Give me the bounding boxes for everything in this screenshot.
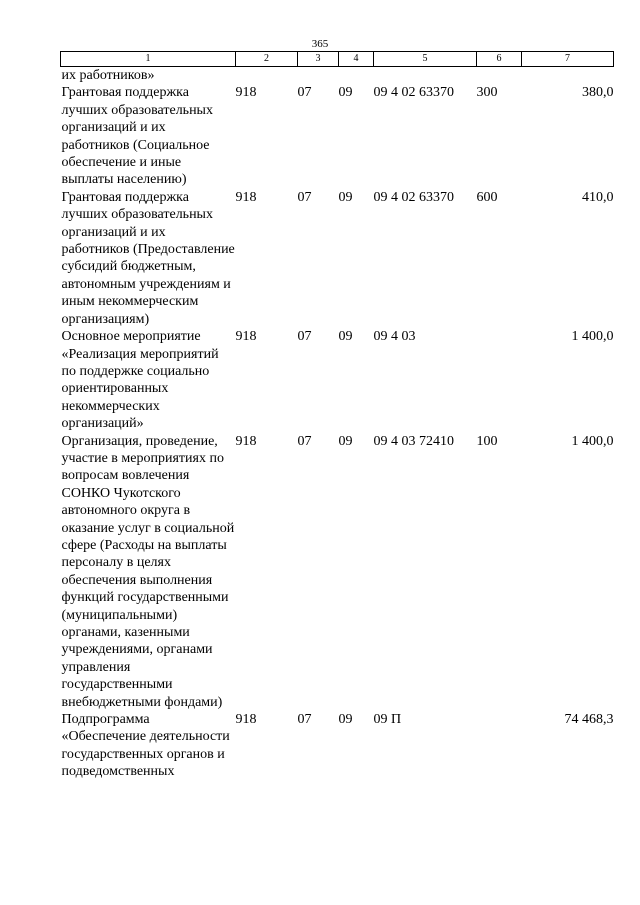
row-target-article: 09 4 03 72410 xyxy=(373,433,454,449)
row-expense-type xyxy=(477,67,522,85)
row-section: 07 xyxy=(297,85,312,101)
header-col-7: 7 xyxy=(522,52,614,67)
row-name: Организация, проведение, участие в мероприятиях по вопросам вовлечения СОНКО Чукотского автономного округа в оказание услуг в социальной сфере (Расходы на выплаты персоналу в целях обеспечения выполнения функций государственными (муниципальными) органами, казенными учреждениями, органами управления государственными внебюджетными фондами) xyxy=(61,433,235,710)
row-name: их работников» xyxy=(61,68,155,83)
row-target-article: 09 П xyxy=(373,712,402,728)
row-subsection: 09 xyxy=(338,329,353,345)
row-target-article xyxy=(374,67,477,85)
table-row xyxy=(61,67,614,85)
row-subsection xyxy=(339,67,374,85)
row-ministry-code xyxy=(236,67,298,85)
row-name: Грантовая поддержка лучших образовательных организаций и их работников (Социальное обеспечение и иные выплаты населению) xyxy=(61,85,213,188)
row-section: 07 xyxy=(297,329,312,345)
row-target-article: 09 4 02 63370 xyxy=(373,189,454,205)
row-amount: 380,0 xyxy=(582,85,614,101)
table-header-row xyxy=(61,52,614,67)
table-row xyxy=(61,328,614,432)
row-ministry-code: 918 xyxy=(235,433,257,449)
table-row xyxy=(61,84,614,188)
row-amount: 1 400,0 xyxy=(571,433,614,449)
row-subsection: 09 xyxy=(338,712,353,728)
header-col-2: 2 xyxy=(236,52,298,67)
row-name: Подпрограмма «Обеспечение деятельности государственных органов и подведомственных xyxy=(61,712,230,780)
header-col-4: 4 xyxy=(339,52,374,67)
row-amount: 74 468,3 xyxy=(564,712,614,728)
budget-table xyxy=(60,51,614,781)
row-amount: 1 400,0 xyxy=(571,329,614,345)
header-col-6: 6 xyxy=(477,52,522,67)
row-ministry-code: 918 xyxy=(235,329,257,345)
row-name: Основное мероприятие «Реализация мероприятий по поддержке социально ориентированных некоммерческих организаций» xyxy=(61,329,219,432)
row-expense-type: 100 xyxy=(476,433,498,449)
row-subsection: 09 xyxy=(338,85,353,101)
table-row xyxy=(61,711,614,781)
row-target-article: 09 4 02 63370 xyxy=(373,85,454,101)
header-col-3: 3 xyxy=(298,52,339,67)
row-section xyxy=(298,67,339,85)
row-amount: 410,0 xyxy=(582,189,614,205)
row-amount xyxy=(522,67,614,85)
row-expense-type xyxy=(477,711,522,781)
row-section: 07 xyxy=(297,433,312,449)
header-col-5: 5 xyxy=(374,52,477,67)
page-number: 365 xyxy=(311,38,329,50)
table-row xyxy=(61,433,614,712)
row-ministry-code: 918 xyxy=(235,189,257,205)
row-expense-type xyxy=(477,328,522,432)
row-subsection: 09 xyxy=(338,433,353,449)
row-target-article: 09 4 03 xyxy=(373,329,416,345)
row-ministry-code: 918 xyxy=(235,712,257,728)
row-expense-type: 600 xyxy=(476,189,498,205)
row-name: Грантовая поддержка лучших образовательных организаций и их работников (Предоставление субсидий бюджетным, автономным учреждениям и иным некоммерческим организациям) xyxy=(61,189,235,327)
row-section: 07 xyxy=(297,189,312,205)
row-ministry-code: 918 xyxy=(235,85,257,101)
row-subsection: 09 xyxy=(338,189,353,205)
header-col-1: 1 xyxy=(61,52,236,67)
row-expense-type: 300 xyxy=(476,85,498,101)
row-section: 07 xyxy=(297,712,312,728)
table-row xyxy=(61,189,614,328)
